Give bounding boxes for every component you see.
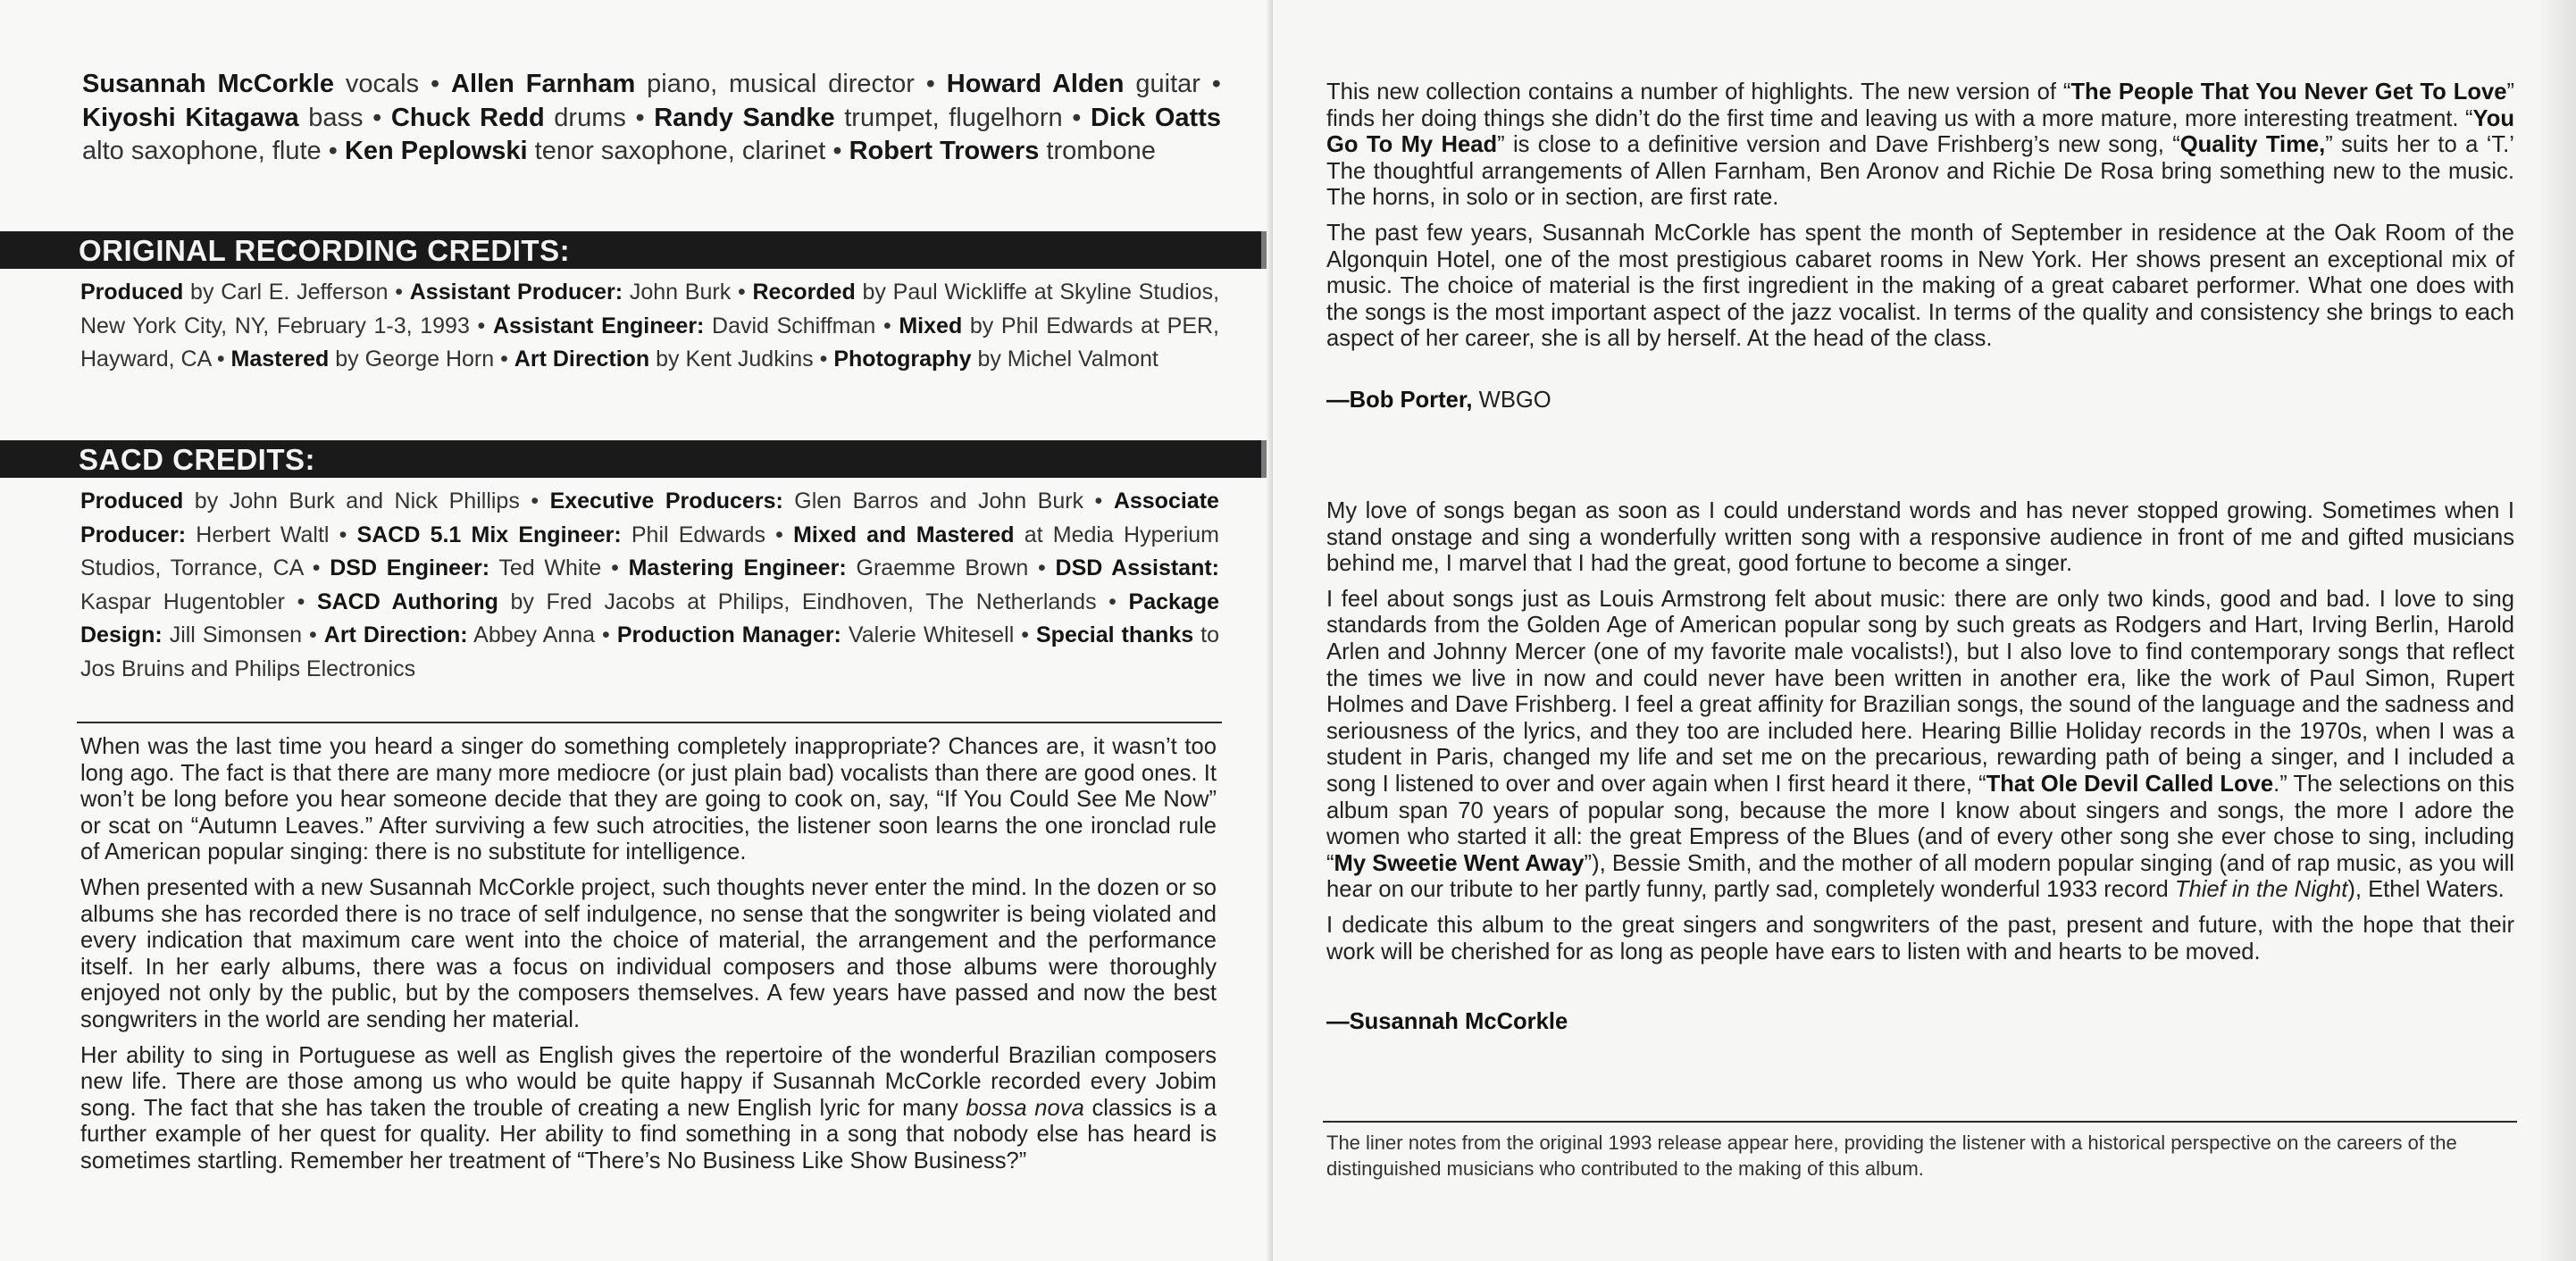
credit-label: Produced <box>80 280 184 305</box>
credit-item <box>324 622 595 647</box>
credit-text: by Carl E. Jefferson <box>190 280 389 305</box>
personnel-label: Dick Oatts <box>1090 103 1221 132</box>
credit-text: David Schiffman <box>712 313 876 338</box>
text-run: ), Ethel Waters. <box>2347 877 2505 903</box>
personnel-item <box>391 104 626 132</box>
italic-run: bossa nova <box>966 1095 1084 1121</box>
credit-text: Ted White <box>498 555 602 580</box>
personnel-label: Chuck Redd <box>390 103 545 132</box>
text-run: ” suits her to a ‘T.’ The thoughtful arrangements of Allen Farnham, Ben Aronov and Richie De Rosa bring something new to the music. The horns, in solo or in section, are first rate. <box>1326 132 2514 211</box>
personnel-item <box>947 70 1200 98</box>
personnel-item <box>654 104 1062 132</box>
original-credits-header <box>0 231 1270 269</box>
credit-item <box>550 489 1083 514</box>
porter-essay <box>1326 79 2514 353</box>
personnel-item <box>451 70 915 98</box>
credit-text: Herbert Waltl <box>196 522 330 547</box>
credit-label: Recorded <box>752 280 856 305</box>
credit-label: Mastering Engineer: <box>628 555 847 580</box>
left-page <box>0 0 1273 1261</box>
credit-label: Associate Producer: <box>80 489 1219 547</box>
personnel-item <box>82 70 419 98</box>
personnel-text: alto saxophone, flute <box>82 137 322 165</box>
credit-item <box>629 555 1029 580</box>
credit-item <box>410 280 731 305</box>
credit-text: by George Horn <box>335 347 495 372</box>
credit-text: by Fred Jacobs at Philips, Eindhoven, The Netherlands <box>510 589 1097 614</box>
sacd-credits-header <box>0 440 1270 478</box>
song-title: My Sweetie Went Away <box>1334 850 1585 876</box>
personnel-text: trumpet, flugelhorn <box>844 103 1063 132</box>
credit-label: Special thanks <box>1036 622 1194 647</box>
credit-text: to Jos Bruins and Philips Electronics <box>80 622 1219 681</box>
credit-label: Production Manager: <box>616 622 841 647</box>
credit-item <box>231 347 495 372</box>
credit-label: Produced <box>80 489 184 514</box>
credit-text: by Kent Judkins <box>656 347 814 372</box>
personnel-list: Susannah McCorkle vocals • Allen Farnham piano, musical director • Howard Alden guitar • Kiyoshi Kitagawa bass • Chuck Redd drums • Randy Sandke trumpet, flugelhorn • Dick Oatts alto saxophone, flute • Ken Peplowski tenor saxophone, clarinet • Robert Trowers trombone <box>82 70 1221 165</box>
essay-paragraph: When was the last time you heard a singer do something completely inappropriate? Chances are, it wasn’t too long ago. The fact is that there are many more mediocre (or just plain bad) vocalists than there are good ones. It won’t be long before you hear someone decide that they are going to cook on, say, “If You Could See Me Now” or scat on “Autumn Leaves.” After surviving a few such atrocities, the listener soon learns the one ironclad rule of American popular singing: there is no substitute for intelligence. <box>80 734 1217 865</box>
text-run: Her ability to sing in Portuguese as well as English gives the repertoire of the wonderful Brazilian composers new life. There are those among us who would be quite happy if Susannah McCorkle recorded every Jobim song. The fact that she has taken the trouble of creating a new English lyric for many <box>80 1042 1217 1121</box>
italic-run: Thief in the Night <box>2174 877 2348 903</box>
credit-label: Art Direction <box>514 347 650 372</box>
song-title: The People That You Never Get To Love <box>2070 79 2507 104</box>
credit-item <box>317 589 1097 614</box>
credit-text: by John Burk and Nick Phillips <box>194 489 520 514</box>
credit-label: Photography <box>833 347 972 372</box>
personnel-text: trombone <box>1046 137 1156 165</box>
essay-paragraph: When presented with a new Susannah McCorkle project, such thoughts never enter the mind. In the dozen or so albums she has recorded there is no trace of self indulgence, no sense that the songwriter is being violated and every indication that maximum care went into the choice of material, the arrangement and the performance itself. In her early albums, there was a focus on individual composers and those albums were thoroughly enjoyed not only by the public, but by the composers themselves. A few years have passed and now the best songwriters in the world are sending her material. <box>80 874 1217 1032</box>
credit-label: Mixed and Mastered <box>793 522 1015 547</box>
song-title: Quality Time, <box>2179 132 2326 158</box>
credit-label: SACD 5.1 Mix Engineer: <box>356 522 622 547</box>
credit-text: Kaspar Hugentobler <box>80 589 286 614</box>
personnel-text: bass <box>308 103 364 132</box>
credit-text: by Paul Wickliffe at Skyline Studios, New York City, NY, February 1-3, 1993 <box>80 280 1220 338</box>
personnel-label: Randy Sandke <box>654 103 835 132</box>
text-run: This new collection contains a number of highlights. The new version of “ <box>1326 79 2071 104</box>
credit-item <box>833 347 1158 372</box>
original-credits-title: ORIGINAL RECORDING CREDITS: <box>79 234 571 267</box>
personnel-label: Susannah McCorkle <box>82 70 335 98</box>
sacd-credits-title: SACD CREDITS: <box>79 443 316 476</box>
sacd-credits: Produced by John Burk and Nick Phillips • Executive Producers: Glen Barros and John Burk • Associate Producer: Herbert Waltl • SACD 5.1 Mix Engineer: Phil Edwards • Mixed and Mastered at Media Hyperium Studios, Torrance, CA • DSD Engineer: Ted White • Mastering Engineer: Graemme Brown • DSD Assistant: Kaspar Hugentobler • SACD Authoring by Fred Jacobs at Philips, Eindhoven, The Netherlands • Package Design: Jill Simonsen • Art Direction: Abbey Anna • Production Manager: Valerie Whitesell • Special thanks to Jos Bruins and Philips Electronics <box>80 489 1219 681</box>
text-run: .” The selections on this album span 70 years of popular song, because the more I know about singers and songs, the more I adore the women who started it all: the great Empress of the Blues (and of every other song she ever chose to sing, including “ <box>1326 771 2514 876</box>
divider-rule <box>77 722 1222 723</box>
credit-text: Graemme Brown <box>856 555 1029 580</box>
text-run: classics is a further example of her quest for quality. Her ability to find something in a song that nobody else has heard is sometimes startling. Remember her treatment of “There’s No Business Like Show Business?” <box>80 1095 1217 1173</box>
essay-paragraph: I dedicate this album to the great singers and songwriters of the past, present and future, with the hope that their work will be cherished for as long as people have ears to listen with and hearts to be moved. <box>1326 912 2514 965</box>
text-run: ”), Bessie Smith, and the mother of all modern popular singing (and of rap music, as you will hear on our tribute to her partly funny, partly sad, completely wonderful 1933 record <box>1326 850 2514 903</box>
personnel-label: Kiyoshi Kitagawa <box>82 103 299 132</box>
personnel-item <box>849 137 1156 165</box>
original-credits: Produced by Carl E. Jefferson • Assistant Producer: John Burk • Recorded by Paul Wickliffe at Skyline Studios, New York City, NY, February 1-3, 1993 • Assistant Engineer: David Schiffman • Mixed by Phil Edwards at PER, Hayward, CA • Mastered by George Horn • Art Direction by Kent Judkins • Photography by Michel Valmont <box>80 280 1220 372</box>
personnel-item <box>345 137 825 165</box>
signature-name: —Susannah McCorkle <box>1326 1009 1568 1034</box>
credit-text: at Media Hyperium Studios, Torrance, CA <box>80 522 1219 580</box>
song-title: That Ole Devil Called Love <box>1986 771 2274 797</box>
essay-paragraph <box>1326 587 2514 904</box>
credit-text: Valerie Whitesell <box>848 622 1015 647</box>
credit-text: Glen Barros and John Burk <box>794 489 1084 514</box>
personnel-text: vocals <box>345 70 420 98</box>
credit-label: SACD Authoring <box>316 589 498 614</box>
essay-left <box>80 734 1217 1175</box>
signature-name: —Bob Porter, <box>1326 388 1473 413</box>
credit-text: by Michel Valmont <box>977 347 1158 372</box>
signature-org: WBGO <box>1472 388 1551 413</box>
credit-item <box>80 280 389 305</box>
personnel-item <box>82 104 364 132</box>
essay-paragraph: The past few years, Susannah McCorkle has spent the month of September in residence at the Oak Room of the Algonquin Hotel, one of the most prestigious cabaret rooms in New York. Her shows present an exceptional mix of music. The choice of material is the first ingredient in the making of a great cabaret performer. What one does with the songs is the most important aspect of the jazz vocalist. In terms of the quality and consistency she brings to each aspect of her career, she is all by herself. At the head of the class. <box>1326 220 2514 352</box>
credit-label: Art Direction: <box>323 622 468 647</box>
personnel-text: tenor saxophone, clarinet <box>534 137 826 165</box>
text-run: I feel about songs just as Louis Armstrong felt about music: there are only two kinds, good and bad. I love to sing standards from the Golden Age of American popular song by such greats as Rodgers and Hart, Irving Berlin, Harold Arlen and Johnny Mercer (one of my favorite male vocalists!), but I also love to find contemporary songs that reflect the times we live in now and could never have been written in another era, like the work of Paul Simon, Rupert Holmes and Dave Frishberg. I feel a great affinity for Brazilian songs, the sound of the language and the sadness and seriousness of the lyrics, and they too are included here. Hearing Billie Holiday records in the 1970s, when I was a student in Paris, changed my life and set me on the precarious, rewarding path of being a singer, and I included a song I listened to over and over again when I first heard it there, “ <box>1326 586 2514 797</box>
personnel-label: Ken Peplowski <box>344 137 528 165</box>
porter-signature <box>1326 388 1551 413</box>
credit-item <box>80 489 520 514</box>
essay-paragraph <box>1326 79 2514 212</box>
personnel-text: piano, musical director <box>647 70 915 98</box>
personnel-label: Howard Alden <box>946 70 1125 98</box>
credit-item <box>357 522 765 547</box>
personnel-label: Allen Farnham <box>451 70 636 98</box>
right-page <box>1273 0 2576 1261</box>
personnel-label: Robert Trowers <box>849 137 1040 165</box>
essay-paragraph: My love of songs began as soon as I could understand words and has never stopped growing. Sometimes when I stand onstage and sing a wonderfully written song with a responsive audience in front of me and gifted musicians behind me, I marvel that I had the great, good fortune to become a singer. <box>1326 498 2514 577</box>
page-edge-shadow <box>2540 0 2576 1261</box>
credit-label: Assistant Producer: <box>409 280 623 305</box>
divider-rule <box>1323 1121 2517 1123</box>
credit-label: Assistant Engineer: <box>492 313 705 338</box>
mccorkle-essay <box>1326 498 2514 965</box>
personnel-text: guitar <box>1135 70 1200 98</box>
credit-text: Jill Simonsen <box>169 622 303 647</box>
credit-label: DSD Engineer: <box>330 555 490 580</box>
credit-label: Package Design: <box>80 589 1219 647</box>
song-title: You Go To My Head <box>1326 105 2514 158</box>
liner-note: The liner notes from the original 1993 release appear here, providing the listener with a historical perspective on the careers of the distinguished musicians who contributed to the making of this album. <box>1326 1132 2457 1180</box>
personnel-text: drums <box>554 103 626 132</box>
credit-item <box>617 622 1014 647</box>
credit-text: by Phil Edwards at PER, Hayward, CA <box>80 313 1220 372</box>
credit-item <box>514 347 814 372</box>
text-run: ” is close to a definitive version and Dave Frishberg’s new song, “ <box>1497 132 2180 158</box>
credit-text: Phil Edwards <box>631 522 765 547</box>
credit-text: John Burk <box>629 280 732 305</box>
essay-paragraph <box>80 1043 1217 1175</box>
text-run: ” finds her doing things she didn’t do the first time and leaving us with a more mature, more interesting treatment. “ <box>1326 79 2515 131</box>
credit-text: Abbey Anna <box>473 622 596 647</box>
credit-label: Executive Producers: <box>549 489 783 514</box>
credit-item <box>330 555 601 580</box>
credit-label: DSD Assistant: <box>1055 555 1219 580</box>
mccorkle-signature <box>1326 1009 1568 1035</box>
credit-label: Mastered <box>230 347 330 372</box>
credit-label: Mixed <box>899 313 963 338</box>
credit-item <box>493 313 875 338</box>
